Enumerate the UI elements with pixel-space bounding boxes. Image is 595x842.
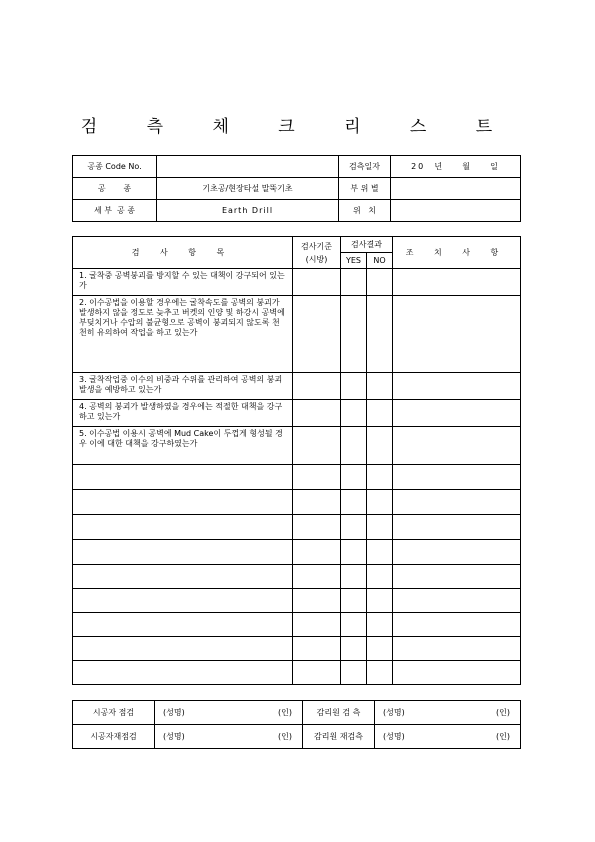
yes-cell[interactable] — [341, 540, 367, 565]
item-cell[interactable] — [73, 589, 293, 613]
code-field[interactable] — [157, 156, 339, 178]
action-cell[interactable] — [393, 400, 521, 427]
yes-cell[interactable] — [341, 515, 367, 540]
check-item-2: 2. 이수공법을 이용할 경우에는 굴착속도를 공벽의 붕괴가 발생하지 않을 정도로 늦추고 버켓의 인양 및 하강시 공벽에 부딪치거나 수압의 불균형으로 공벽이 붕괴되지 않도록 천천히 유의하여 작업을 하고 있는가 — [73, 296, 293, 373]
criteria-cell[interactable] — [293, 490, 341, 515]
col-yes-header: YES — [341, 253, 367, 269]
action-cell[interactable] — [393, 427, 521, 465]
yes-cell[interactable] — [341, 269, 367, 296]
part-field[interactable] — [391, 178, 521, 200]
contractor-check-label: 시공자 점검 — [73, 701, 155, 725]
no-cell[interactable] — [367, 540, 393, 565]
empty-row — [73, 540, 521, 565]
criteria-cell[interactable] — [293, 540, 341, 565]
action-cell[interactable] — [393, 296, 521, 373]
work-label: 공 종 — [73, 178, 157, 200]
no-cell[interactable] — [367, 565, 393, 589]
seal-placeholder: (인) — [278, 708, 292, 717]
yes-cell[interactable] — [341, 296, 367, 373]
item-cell[interactable] — [73, 490, 293, 515]
page-title: 검 측 체 크 리 스 트 — [80, 117, 515, 137]
item-cell[interactable] — [73, 540, 293, 565]
no-cell[interactable] — [367, 296, 393, 373]
no-cell[interactable] — [367, 490, 393, 515]
supervisor-check-label: 감리원 검 측 — [303, 701, 375, 725]
no-cell[interactable] — [367, 400, 393, 427]
no-cell[interactable] — [367, 269, 393, 296]
criteria-cell[interactable] — [293, 637, 341, 661]
name-placeholder: (성명) — [163, 708, 185, 717]
supervisor-check-sign[interactable] — [375, 701, 521, 725]
date-field[interactable]: 20 년 월 일 — [391, 156, 521, 178]
part-label: 부 위 별 — [339, 178, 391, 200]
col-no-header: NO — [367, 253, 393, 269]
action-cell[interactable] — [393, 465, 521, 490]
item-cell[interactable] — [73, 661, 293, 685]
no-cell[interactable] — [367, 427, 393, 465]
action-cell[interactable] — [393, 613, 521, 637]
action-cell[interactable] — [393, 589, 521, 613]
criteria-cell[interactable] — [293, 565, 341, 589]
action-cell[interactable] — [393, 515, 521, 540]
no-cell[interactable] — [367, 465, 393, 490]
checklist-table — [72, 236, 521, 685]
check-item-4: 4. 공벽의 붕괴가 발생하였을 경우에는 적절한 대책을 강구하고 있는가 — [73, 400, 293, 427]
signature-table — [72, 700, 521, 749]
col-result-header: 검사결과 — [341, 237, 393, 253]
loc-field[interactable] — [391, 200, 521, 222]
action-cell[interactable] — [393, 540, 521, 565]
yes-cell[interactable] — [341, 490, 367, 515]
empty-row — [73, 490, 521, 515]
check-item-3: 3. 굴착작업중 이수의 비중과 수위를 관리하여 공벽의 붕괴발생을 예방하고 있는가 — [73, 373, 293, 400]
loc-label: 위 치 — [339, 200, 391, 222]
no-cell[interactable] — [367, 613, 393, 637]
no-cell[interactable] — [367, 661, 393, 685]
check-item-1: 1. 굴착중 공벽붕괴를 방지할 수 있는 대책이 강구되어 있는가 — [73, 269, 293, 296]
contractor-check-sign[interactable] — [155, 701, 303, 725]
code-label: 공종 Code No. — [73, 156, 157, 178]
criteria-cell[interactable] — [293, 269, 341, 296]
seal-placeholder: (인) — [496, 732, 510, 741]
yes-cell[interactable] — [341, 613, 367, 637]
table-row — [73, 296, 521, 373]
table-row — [73, 269, 521, 296]
criteria-cell[interactable] — [293, 465, 341, 490]
action-cell[interactable] — [393, 490, 521, 515]
item-cell[interactable] — [73, 515, 293, 540]
criteria-cell[interactable] — [293, 515, 341, 540]
col-criteria-header: 검사기준 (시방) — [293, 237, 341, 269]
criteria-cell[interactable] — [293, 373, 341, 400]
empty-row — [73, 661, 521, 685]
action-cell[interactable] — [393, 373, 521, 400]
yes-cell[interactable] — [341, 465, 367, 490]
yes-cell[interactable] — [341, 427, 367, 465]
criteria-cell[interactable] — [293, 613, 341, 637]
no-cell[interactable] — [367, 637, 393, 661]
no-cell[interactable] — [367, 515, 393, 540]
check-item-5: 5. 이수공법 이용시 공벽에 Mud Cake이 두껍게 형성될 경우 이에 대한 대책을 강구하였는가 — [73, 427, 293, 465]
header-table — [72, 155, 521, 222]
seal-placeholder: (인) — [278, 732, 292, 741]
yes-cell[interactable] — [341, 637, 367, 661]
empty-row — [73, 613, 521, 637]
date-label: 검측일자 — [339, 156, 391, 178]
item-cell[interactable] — [73, 465, 293, 490]
empty-row — [73, 637, 521, 661]
detail-label: 세 부 공 종 — [73, 200, 157, 222]
criteria-cell[interactable] — [293, 589, 341, 613]
action-cell[interactable] — [393, 637, 521, 661]
name-placeholder: (성명) — [383, 708, 405, 717]
seal-placeholder: (인) — [496, 708, 510, 717]
item-cell[interactable] — [73, 613, 293, 637]
empty-row — [73, 515, 521, 540]
no-cell[interactable] — [367, 589, 393, 613]
yes-cell[interactable] — [341, 400, 367, 427]
criteria-cell[interactable] — [293, 427, 341, 465]
empty-row — [73, 565, 521, 589]
table-row — [73, 427, 521, 465]
action-cell[interactable] — [393, 565, 521, 589]
yes-cell[interactable] — [341, 565, 367, 589]
col-item-header: 검 사 항 목 — [73, 237, 293, 269]
contractor-recheck-sign[interactable] — [155, 725, 303, 749]
action-cell[interactable] — [393, 269, 521, 296]
item-cell[interactable] — [73, 565, 293, 589]
detail-field[interactable]: Earth Drill — [157, 200, 339, 222]
name-placeholder: (성명) — [383, 732, 405, 741]
criteria-cell[interactable] — [293, 661, 341, 685]
item-cell[interactable] — [73, 637, 293, 661]
table-row — [73, 373, 521, 400]
empty-row — [73, 589, 521, 613]
contractor-recheck-label: 시공자재점검 — [73, 725, 155, 749]
name-placeholder: (성명) — [163, 732, 185, 741]
empty-row — [73, 465, 521, 490]
table-row — [73, 400, 521, 427]
yes-cell[interactable] — [341, 661, 367, 685]
yes-cell[interactable] — [341, 373, 367, 400]
supervisor-recheck-label: 감리원 재검측 — [303, 725, 375, 749]
no-cell[interactable] — [367, 373, 393, 400]
action-cell[interactable] — [393, 661, 521, 685]
supervisor-recheck-sign[interactable] — [375, 725, 521, 749]
criteria-cell[interactable] — [293, 400, 341, 427]
col-action-header: 조 치 사 항 — [393, 237, 521, 269]
yes-cell[interactable] — [341, 589, 367, 613]
work-field[interactable]: 기초공/현장타설 말뚝기초 — [157, 178, 339, 200]
criteria-cell[interactable] — [293, 296, 341, 373]
